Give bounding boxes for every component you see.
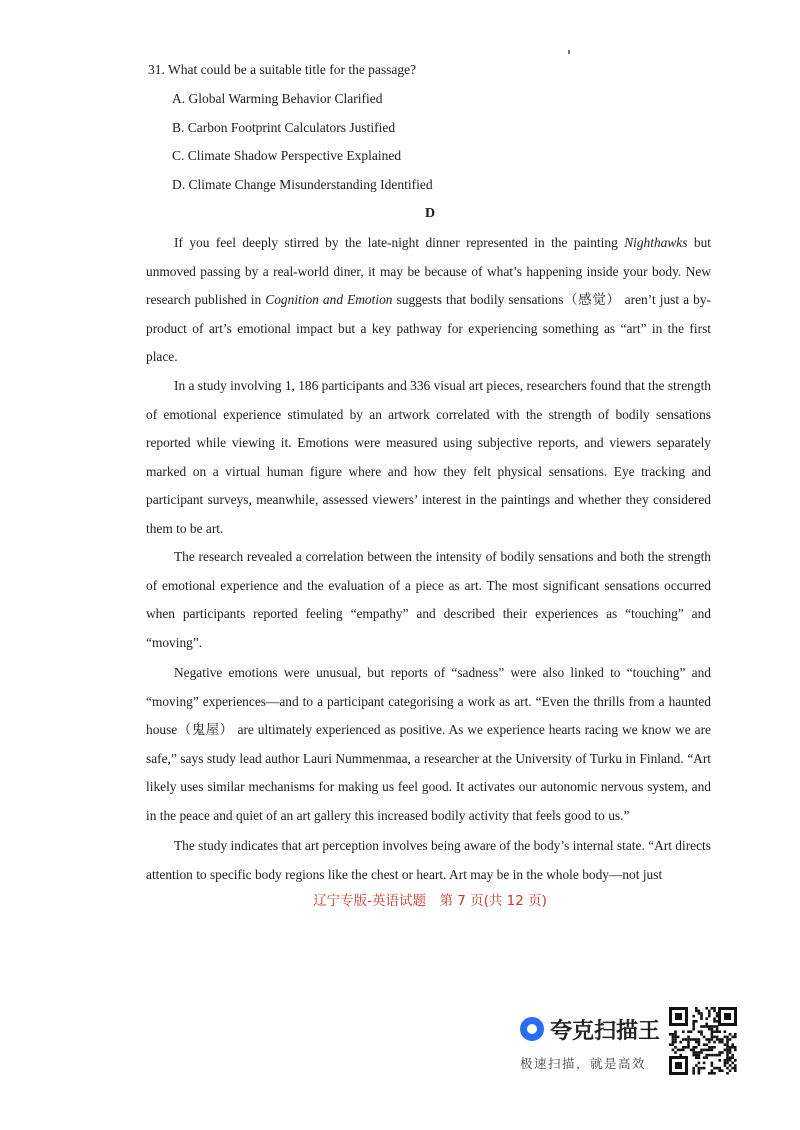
option-d: D. Climate Change Misunderstanding Identified	[172, 177, 433, 192]
qr-code-icon	[668, 1006, 738, 1076]
watermark-slogan: 极速扫描，就是高效	[520, 1056, 647, 1071]
italic-title: Cognition and Emotion	[265, 292, 393, 308]
italic-title: Nighthawks	[624, 235, 688, 250]
passage-paragraph-5: The study indicates that art perception involves being aware of the body’s internal state. “Art directs attention to specific body regions like the chest or heart. Art may be in the whole body—not just	[146, 838, 711, 882]
quark-scanner-logo-icon	[520, 1017, 544, 1041]
passage-paragraph-3: The research revealed a correlation between the intensity of bodily sensations and both the strength of emotional experience and the evaluation of a piece as art. The most significant sensations occurred when participants reported feeling “empathy” and described their experiences as “touching” and “moving”.	[146, 549, 711, 650]
scan-speck	[568, 50, 570, 54]
option-c: C. Climate Shadow Perspective Explained	[172, 148, 402, 163]
option-b: B. Carbon Footprint Calculators Justified	[172, 120, 396, 135]
option-a: A. Global Warming Behavior Clarified	[172, 91, 383, 106]
section-d-title: D	[424, 206, 436, 221]
page-footer: 辽宁专版-英语试题 第 7 页(共 12 页)	[313, 893, 547, 909]
watermark-app-name: 夸克扫描王	[550, 1019, 661, 1044]
passage-paragraph-4: Negative emotions were unusual, but reports of “sadness” were also linked to “touching” and “moving” experiences—and to a participant categorising a work as art. “Even the thrills from a haunted house（鬼屋） are ultimately experienced as positive. As we experience hearts racing we know we are safe,” says study lead author Lauri Nummenmaa, a researcher at the University of Turku in Finland. “Art likely uses similar mechanisms for making us feel good. It activates our autonomic nervous system, and in the peace and quiet of an art gallery this increased bodily activity that feels good to us.”	[146, 665, 711, 823]
passage-paragraph-1: If you feel deeply stirred by the late-night dinner represented in the painting Nighthawks but unmoved passing by a real-world diner, it may be because of what’s happening inside your body. New research published in Cognition and Emotion suggests that bodily sensations（感觉） aren’t just a by-product of art’s emotional impact but a key pathway for experiencing something as “art” in the first place.	[146, 235, 711, 365]
passage-paragraph-2: In a study involving 1, 186 participants and 336 visual art pieces, researchers found that the strength of emotional experience stimulated by an artwork correlated with the strength of bodily sensations reported while viewing it. Emotions were measured using subjective reports, and viewers separately marked on a virtual human figure where and how they felt physical sensations. Eye tracking and participant surveys, meanwhile, assessed viewers’ interest in the paintings and whether they considered them to be art.	[146, 378, 711, 536]
question-31-stem: 31. What could be a suitable title for the passage?	[148, 62, 417, 77]
